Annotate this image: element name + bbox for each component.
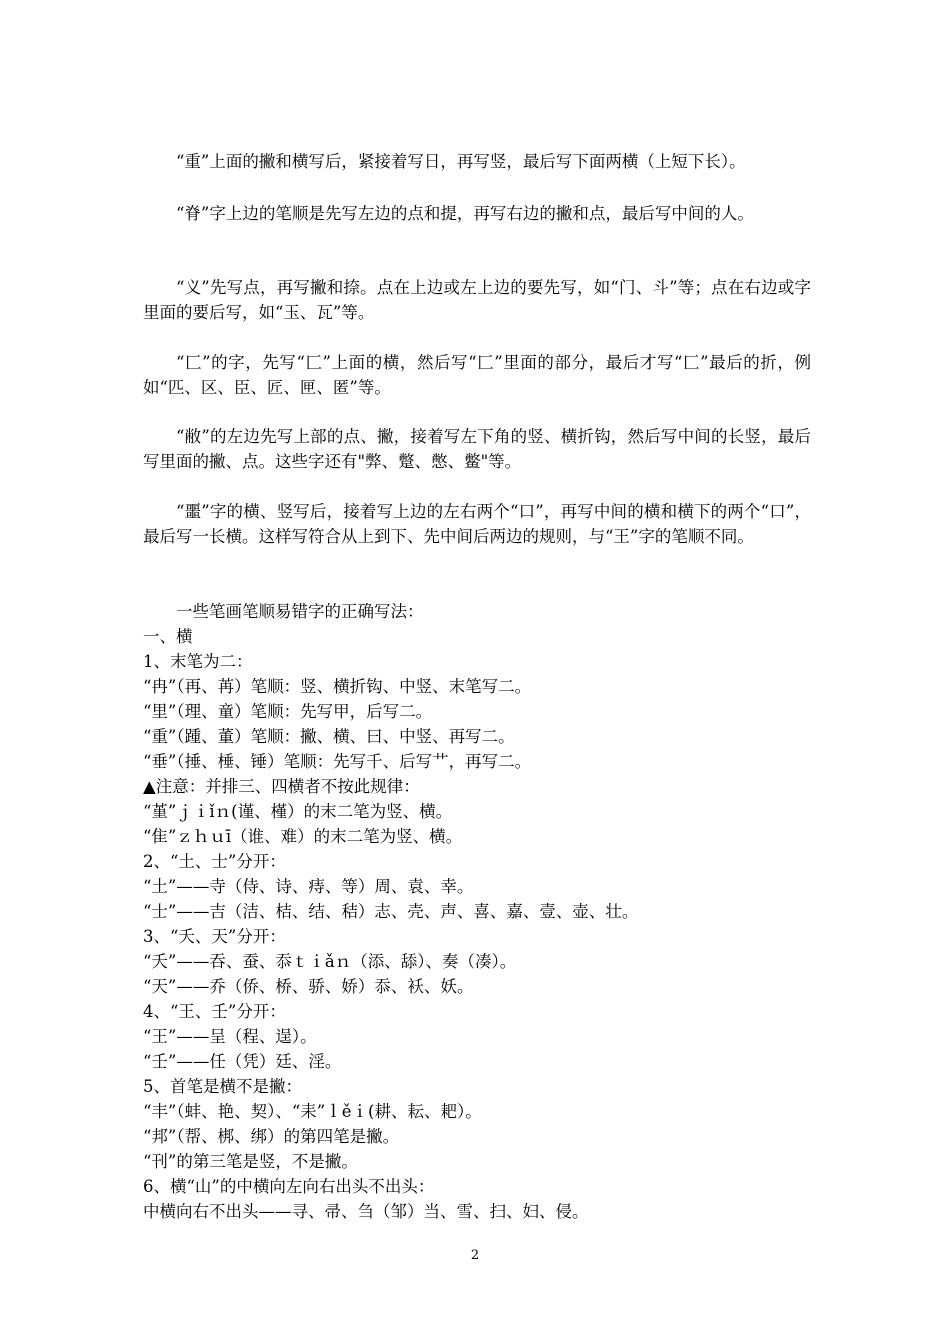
paragraph-yi — [143, 275, 811, 325]
list-item: “壬”——任（凭）廷、淫。 — [143, 1052, 342, 1071]
list-item: “冉”（再、苒）笔顺：竖、横折钩、中竖、末笔写二。 — [143, 677, 532, 696]
paragraph-text: “脊”字上边的笔顺是先写左边的点和提，再写右边的撇和点，最后写中间的人。 — [176, 204, 754, 223]
paragraph-text: 一些笔画笔顺易错字的正确写法： — [176, 602, 424, 621]
paragraph-e — [143, 499, 811, 549]
list-item: “天”——乔（侨、桥、骄、娇）忝、袄、妖。 — [143, 977, 474, 996]
list-item: “丰”（蚌、艳、契）、“耒”ｌěｉ(耕、耘、耙）。 — [143, 1102, 482, 1121]
list-item: “士”——吉（洁、桔、结、秸）志、壳、声、喜、嘉、壹、壶、壮。 — [143, 902, 639, 921]
list-item: “里”（理、童）笔顺：先写甲，后写二。 — [143, 702, 433, 721]
subsection-heading: 2、“土、士”分开： — [143, 852, 286, 871]
subsection-heading: 5、首笔是横不是撇： — [143, 1077, 302, 1096]
list-item: “隹”ｚｈｕī（谁、难）的末二笔为竖、横。 — [143, 827, 463, 846]
paragraph-ji — [143, 201, 811, 226]
list-item: “堇”ｊｉǐｎ(谨、槿）的末二笔为竖、横。 — [143, 802, 453, 821]
paragraph-text: “匚”的字，先写“匚”上面的横，然后写“匚”里面的部分，最后才写“匚”最后的折，例如“匹、区、臣、匠、匣、匿”等。 — [143, 353, 811, 397]
paragraph-fang — [143, 350, 811, 400]
list-item: “刊”的第三笔是竖，不是撇。 — [143, 1152, 358, 1171]
paragraph-text: “义”先写点，再写撇和捺。点在上边或左上边的要先写，如“门、斗”等；点在右边或字里面的要后写，如“玉、瓦”等。 — [143, 278, 811, 322]
list-item: “夭”——吞、蚕、忝ｔｉǎｎ（添、舔）、奏（凑）。 — [143, 952, 517, 971]
list-item: 中横向右不出头——寻、帚、刍（邹）当、雪、扫、妇、侵。 — [143, 1202, 589, 1221]
note-line: ▲注意：并排三、四横者不按此规律： — [143, 777, 420, 796]
paragraph-zhong — [143, 149, 811, 174]
paragraph-text: “敝”的左边先写上部的点、撇，接着写左下角的竖、横折钩，然后写中间的长竖，最后写里面的撇、点。这些字还有"弊、蹩、憋、鳖"等。 — [143, 427, 811, 471]
subsection-heading: 4、“王、壬”分开： — [143, 1002, 286, 1021]
list-item: “王”——呈（程、逞）。 — [143, 1027, 317, 1046]
list-item: “邦”（帮、梆、绑）的第四笔是撇。 — [143, 1127, 400, 1146]
paragraph-text: “重”上面的撇和横写后，紧接着写日，再写竖，最后写下面两横（上短下长）。 — [176, 152, 746, 171]
section-intro — [143, 599, 811, 624]
list-item: “重”（踵、董）笔顺：撇、横、曰、中竖、再写二。 — [143, 727, 515, 746]
list-item: “垂”（捶、棰、锤）笔顺：先写千、后写艹，再写二。 — [143, 752, 532, 771]
subsection-heading: 3、“夭、天”分开： — [143, 927, 286, 946]
list-item: “土”——寺（侍、诗、痔、等）周、袁、幸。 — [143, 877, 474, 896]
subsection-heading: 1、末笔为二： — [143, 652, 253, 671]
paragraph-bi — [143, 424, 811, 474]
page-number: 2 — [470, 1248, 480, 1263]
paragraph-text: “噩”字的横、竖写后，接着写上边的左右两个“口”，再写中间的横和横下的两个“口”，最后写一长横。这样写符合从上到下、先中间后两边的规则，与“王”字的笔顺不同。 — [143, 502, 811, 546]
subsection-heading: 6、横“山”的中横向左向右出头不出头： — [143, 1177, 435, 1196]
section-heading: 一、横 — [143, 627, 193, 646]
